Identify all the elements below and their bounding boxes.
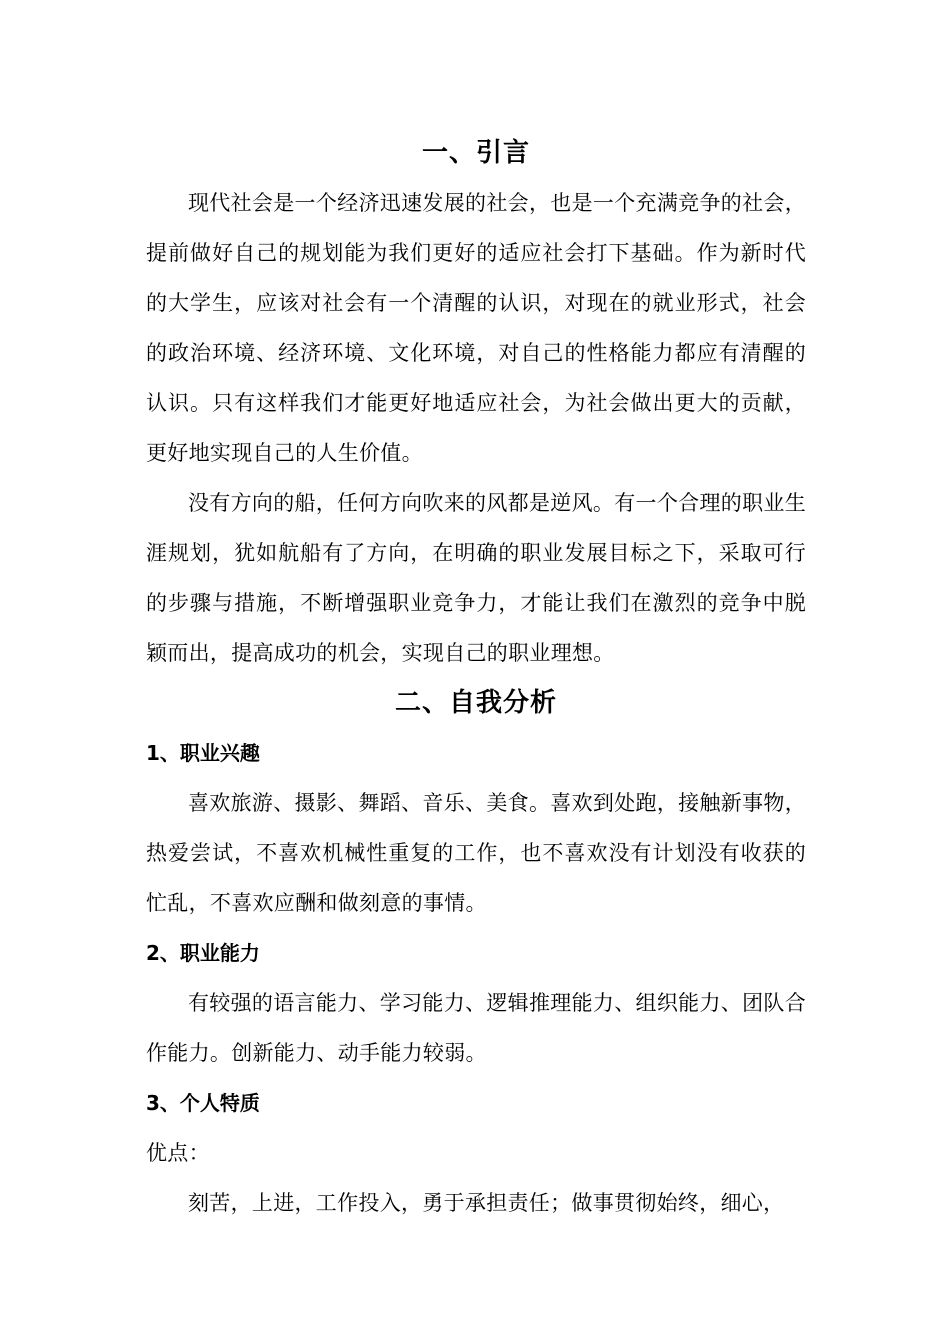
strengths-paragraph: 刻苦，上进，工作投入，勇于承担责任；做事贯彻始终，细心， bbox=[188, 1191, 785, 1215]
career-interest-paragraph: 喜欢旅游、摄影、舞蹈、音乐、美食。喜欢到处跑，接触新事物，热爱尝试，不喜欢机械性重复的工作，也不喜欢没有计划没有收获的忙乱，不喜欢应酬和做刻意的事情。 bbox=[146, 791, 806, 915]
intro-paragraph-1: 现代社会是一个经济迅速发展的社会，也是一个充满竞争的社会，提前做好自己的规划能为我们更好的适应社会打下基础。作为新时代的大学生，应该对社会有一个清醒的认识，对现在的就业形式，社会的政治环境、经济环境、文化环境，对自己的性格能力都应有清醒的认识。只有这样我们才能更好地适应社会，为社会做出更大的贡献，更好地实现自己的人生价值。 bbox=[146, 191, 806, 465]
section-title-introduction: 一、引言 bbox=[421, 138, 530, 168]
strengths-label: 优点： bbox=[146, 1141, 210, 1165]
document-page bbox=[146, 128, 806, 1228]
section-title-self-analysis: 二、自我分析 bbox=[394, 688, 557, 718]
career-ability-paragraph: 有较强的语言能力、学习能力、逻辑推理能力、组织能力、团队合作能力。创新能力、动手能力较弱。 bbox=[146, 991, 806, 1065]
subheading-personal-traits: 3、个人特质 bbox=[146, 1091, 260, 1115]
intro-paragraph-2: 没有方向的船，任何方向吹来的风都是逆风。有一个合理的职业生涯规划，犹如航船有了方向，在明确的职业发展目标之下，采取可行的步骤与措施，不断增强职业竞争力，才能让我们在激烈的竞争中脱颖而出，提高成功的机会，实现自己的职业理想。 bbox=[146, 491, 806, 665]
subheading-career-ability: 2、职业能力 bbox=[146, 941, 260, 965]
subheading-career-interest: 1、职业兴趣 bbox=[146, 741, 260, 765]
